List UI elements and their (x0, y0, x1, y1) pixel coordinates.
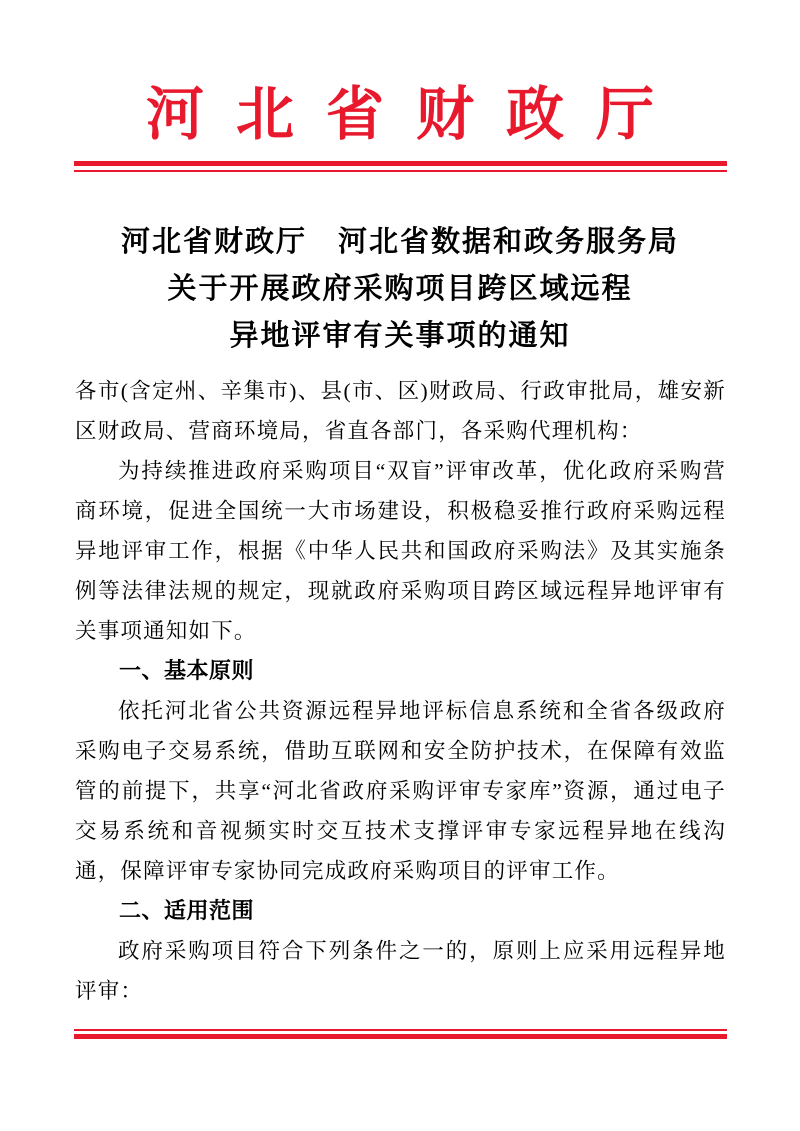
paragraph-intro: 为持续推进政府采购项目“双盲”评审改革，优化政府采购营商环境，促进全国统一大市场建设，积极稳妥推行政府采购远程异地评审工作，根据《中华人民共和国政府采购法》及其实施条例等法律法规的规定，现就政府采购项目跨区域远程异地评审有关事项通知如下。 (75, 459, 726, 643)
document-body (75, 371, 726, 1011)
footer-rule-thick (74, 1034, 727, 1039)
paragraph-scope-intro: 政府采购项目符合下列条件之一的，原则上应采用远程异地评审： (75, 939, 726, 1003)
masthead-agency-name: 河北省财政厅 (145, 82, 686, 147)
paragraph-basic-principles: 依托河北省公共资源远程异地评标信息系统和全省各级政府采购电子交易系统，借助互联网和安全防护技术，在保障有效监管的前提下，共享“河北省政府采购评审专家库”资源，通过电子交易系统和音视频实时交互技术支撑评审专家远程异地在线沟通，保障评审专家协同完成政府采购项目的评审工作。 (75, 699, 726, 883)
document-title-line-2: 关于开展政府采购项目跨区域远程 (167, 273, 633, 305)
header-rule-thick (74, 161, 727, 166)
section-heading-2-scope: 二、适用范围 (119, 898, 255, 923)
document-title-line-1: 河北省财政厅 河北省数据和政务服务局 (120, 226, 679, 258)
document-title (60, 219, 740, 360)
header-rule-thin (74, 170, 727, 172)
section-heading-1-basic-principles: 一、基本原则 (119, 658, 255, 683)
footer-rule-thin (74, 1029, 727, 1031)
document-title-line-3: 异地评审有关事项的通知 (229, 320, 571, 352)
salutation-recipients: 各市(含定州、辛集市)、县(市、区)财政局、行政审批局，雄安新区财政局、营商环境局，省直各部门，各采购代理机构： (75, 379, 726, 443)
